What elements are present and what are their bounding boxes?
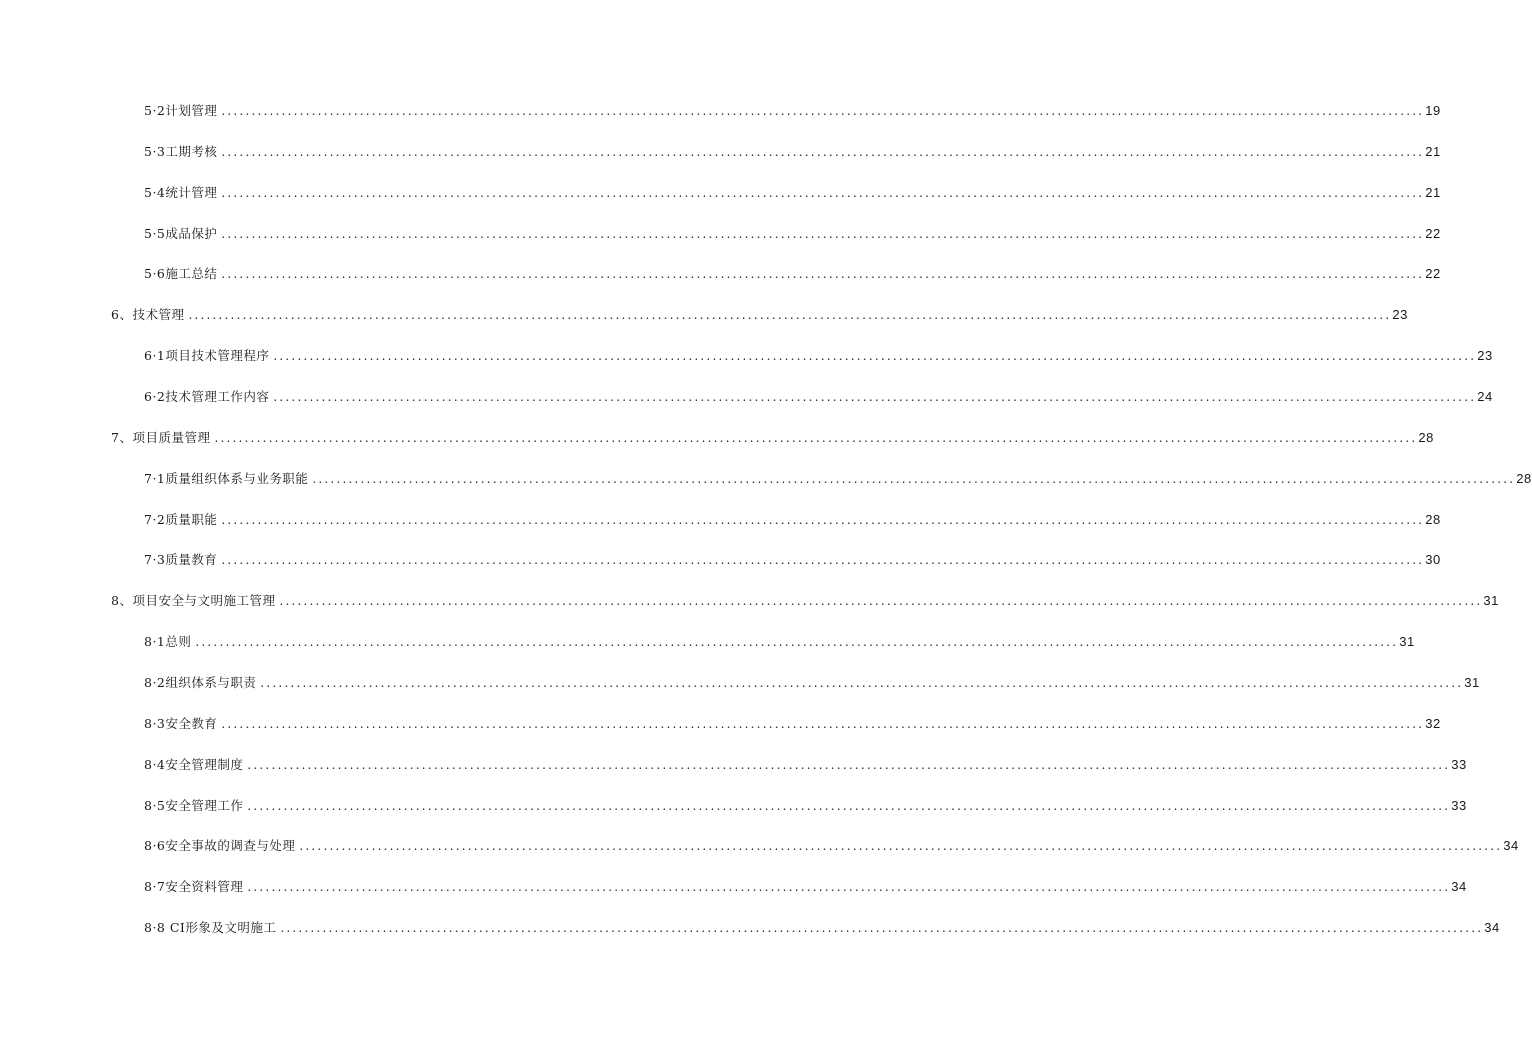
- toc-entry-title: 8·6安全事故的调查与处理: [144, 838, 296, 854]
- toc-entry[interactable]: [111, 589, 1499, 609]
- toc-entry-page-number: 30: [1425, 552, 1441, 568]
- toc-entry[interactable]: [144, 508, 1441, 528]
- toc-leader-dots: ........................................................................................................................................................................................................: [221, 144, 1425, 159]
- toc-entry-title: 7·2质量职能: [144, 511, 218, 527]
- toc-leader-dots: ........................................................................................................................................................................................................: [195, 635, 1399, 650]
- toc-leader-dots: ........................................................................................................................................................................................................: [260, 675, 1464, 690]
- toc-entry[interactable]: [144, 344, 1493, 364]
- toc-entry-page-number: 28: [1418, 429, 1434, 445]
- toc-entry-title: 8·7安全资料管理: [144, 879, 244, 895]
- toc-leader-dots: ........................................................................................................................................................................................................: [221, 226, 1425, 241]
- toc-entry-page-number: 22: [1425, 225, 1441, 241]
- toc-entry-title: 5·4统计管理: [144, 184, 218, 200]
- toc-entry-page-number: 28: [1516, 470, 1532, 486]
- toc-entry-page-number: 32: [1425, 715, 1441, 731]
- toc-entry[interactable]: [144, 140, 1441, 160]
- toc-entry[interactable]: [111, 426, 1434, 446]
- toc-entry-title: 6、技术管理: [111, 307, 185, 323]
- toc-entry[interactable]: [144, 99, 1441, 119]
- toc-entry-title: 7·1质量组织体系与业务职能: [144, 470, 309, 486]
- toc-entry-title: 8·8 CI形象及文明施工: [144, 920, 277, 935]
- toc-entry-page-number: 22: [1425, 266, 1441, 282]
- toc-entry-title: 6·1项目技术管理程序: [144, 348, 270, 364]
- toc-leader-dots: ........................................................................................................................................................................................................: [221, 104, 1425, 118]
- toc-leader-dots: ........................................................................................................................................................................................................: [221, 512, 1425, 527]
- toc-entry-page-number: 24: [1477, 388, 1493, 404]
- toc-entry-page-number: 33: [1451, 797, 1467, 813]
- toc-entry[interactable]: [144, 262, 1441, 282]
- toc-entry[interactable]: [144, 916, 1500, 936]
- toc-entry[interactable]: [144, 794, 1467, 814]
- toc-entry-page-number: 21: [1425, 143, 1441, 159]
- toc-leader-dots: ........................................................................................................................................................................................................: [214, 430, 1418, 445]
- toc-leader-dots: ........................................................................................................................................................................................................: [273, 389, 1477, 404]
- toc-entry-page-number: 34: [1484, 920, 1500, 935]
- toc-entry-title: 7·3质量教育: [144, 552, 218, 568]
- toc-leader-dots: ........................................................................................................................................................................................................: [221, 716, 1425, 731]
- toc-entry-title: 7、项目质量管理: [111, 429, 211, 445]
- toc-entry[interactable]: [144, 875, 1467, 895]
- toc-leader-dots: ........................................................................................................................................................................................................: [280, 921, 1484, 935]
- toc-leader-dots: ........................................................................................................................................................................................................: [221, 185, 1425, 200]
- toc-entry-page-number: 19: [1425, 103, 1441, 118]
- toc-entry[interactable]: [144, 834, 1519, 854]
- toc-entry[interactable]: [144, 712, 1441, 732]
- toc-entry-title: 8·4安全管理制度: [144, 756, 244, 772]
- toc-entry-title: 5·5成品保护: [144, 225, 218, 241]
- toc-leader-dots: ........................................................................................................................................................................................................: [221, 267, 1425, 282]
- toc-leader-dots: ........................................................................................................................................................................................................: [247, 798, 1451, 813]
- toc-entry-title: 5·2计划管理: [144, 103, 218, 118]
- toc-leader-dots: ........................................................................................................................................................................................................: [247, 880, 1451, 895]
- toc-leader-dots: ........................................................................................................................................................................................................: [299, 839, 1503, 854]
- toc-entry-page-number: 23: [1392, 307, 1408, 323]
- toc-entry[interactable]: [111, 303, 1408, 323]
- toc-leader-dots: ........................................................................................................................................................................................................: [273, 349, 1477, 364]
- toc-entry[interactable]: [144, 181, 1441, 201]
- toc-entry[interactable]: [144, 222, 1441, 242]
- toc-entry-page-number: 23: [1477, 348, 1493, 364]
- toc-entry-title: 5·3工期考核: [144, 143, 218, 159]
- toc-leader-dots: ........................................................................................................................................................................................................: [312, 471, 1516, 486]
- toc-entry-title: 8、项目安全与文明施工管理: [111, 593, 276, 609]
- toc-leader-dots: ........................................................................................................................................................................................................: [279, 594, 1483, 609]
- toc-entry[interactable]: [144, 630, 1415, 650]
- toc-entry-page-number: 21: [1425, 184, 1441, 200]
- toc-entry-page-number: 34: [1451, 879, 1467, 895]
- toc-entry-page-number: 31: [1483, 593, 1499, 609]
- toc-entry[interactable]: [144, 548, 1441, 568]
- toc-entry-title: 5·6施工总结: [144, 266, 218, 282]
- toc-entry-title: 8·1总则: [144, 634, 192, 650]
- toc-entry-page-number: 31: [1464, 674, 1480, 690]
- toc-entry-page-number: 28: [1425, 511, 1441, 527]
- toc-entry-title: 8·2组织体系与职责: [144, 674, 257, 690]
- toc-entry-title: 6·2技术管理工作内容: [144, 388, 270, 404]
- toc-leader-dots: ........................................................................................................................................................................................................: [247, 757, 1451, 772]
- toc-entry-page-number: 34: [1503, 838, 1519, 854]
- toc-leader-dots: ........................................................................................................................................................................................................: [188, 308, 1392, 323]
- toc-entry-page-number: 33: [1451, 756, 1467, 772]
- toc-entry-page-number: 31: [1399, 634, 1415, 650]
- toc-entry[interactable]: [144, 467, 1532, 487]
- toc-entry[interactable]: [144, 671, 1480, 691]
- toc-entry-title: 8·3安全教育: [144, 715, 218, 731]
- toc-entry[interactable]: [144, 385, 1493, 405]
- toc-entry-title: 8·5安全管理工作: [144, 797, 244, 813]
- toc-entry[interactable]: [144, 753, 1467, 773]
- toc-leader-dots: ........................................................................................................................................................................................................: [221, 553, 1425, 568]
